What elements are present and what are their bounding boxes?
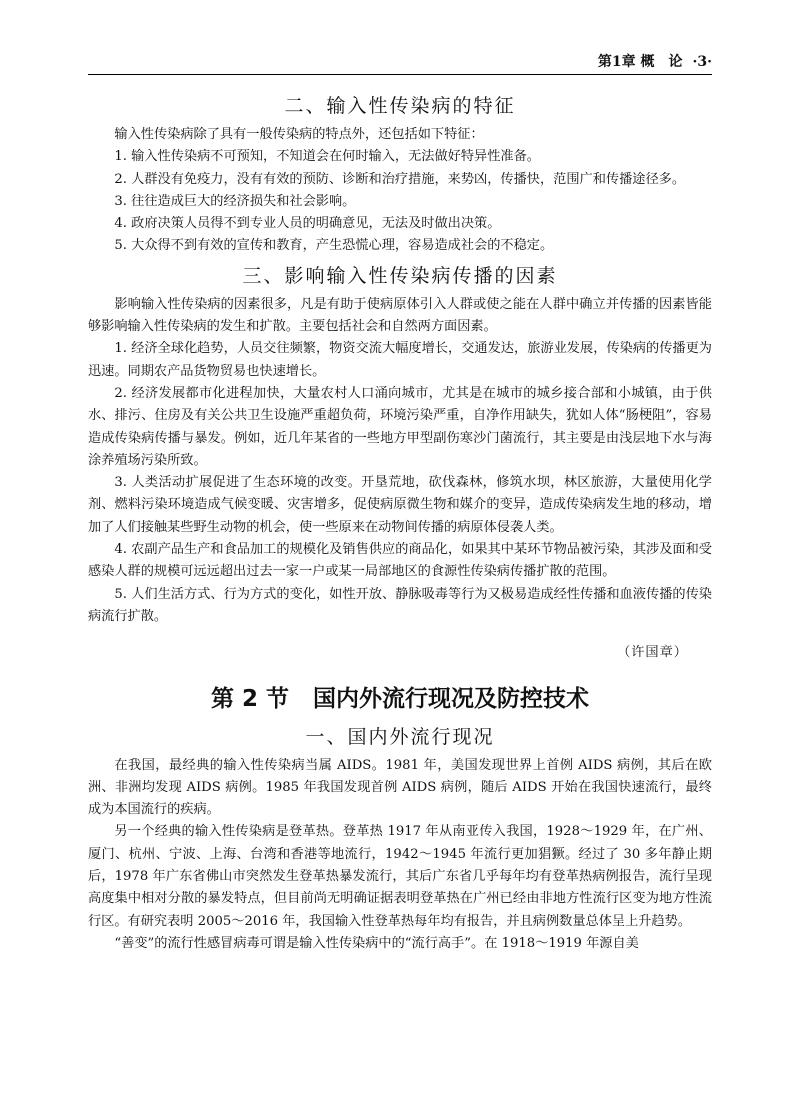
page-number: ·3·	[692, 54, 712, 70]
page-body	[88, 88, 712, 955]
paragraph: 影响输入性传染病的因素很多，凡是有助于使病原体引入人群或使之能在人群中确立并传播的因素皆能够影响输入性传染病的发生和扩散。主要包括社会和自然两方面因素。	[88, 296, 712, 335]
chapter-section-title	[88, 681, 712, 717]
list-item: 3. 往往造成巨大的经济损失和社会影响。	[114, 193, 356, 209]
section-title: 国内外流行现况及防控技术	[313, 685, 590, 712]
list-item: 5. 大众得不到有效的宣传和教育，产生恐慌心理，容易造成社会的不稳定。	[114, 238, 554, 254]
list-item: 3. 人类活动扩展促进了生态环境的改变。开垦荒地，砍伐森林，修筑水坝，林区旅游，大量使用化学剂、燃料污染环境造成气候变暖、灾害增多，促使病原微生物和媒介的变异，造成传染病发生地的移动，增加了人们接触某些野生动物的机会，使一些原来在动物间传播的病原体侵袭人类。	[88, 475, 712, 535]
author-credit: （许国章）	[617, 645, 688, 661]
list-item: 5. 人们生活方式、行为方式的变化，如性开放、静脉吸毒等行为又极易造成经性传播和血液传播的传染病流行扩散。	[88, 586, 712, 624]
paragraph: 输入性传染病除了具有一般传染病的特点外，还包括如下特征：	[114, 127, 484, 142]
list-item: 4. 农副产品生产和食品加工的规模化及销售供应的商品化，如果其中某环节物品被污染，其涉及面和受感染人群的规模可远远超出过去一家一户或某一局部地区的食源性传染病传播扩散的范围。	[88, 542, 712, 580]
list-item: 1. 经济全球化趋势，人员交往频繁，物资交流大幅度增长，交通发达，旅游业发展，传染病的传播更为迅速。同期农产品货物贸易也快速增长。	[88, 341, 712, 379]
subsection-heading-epidemic-status: 一、国内外流行现况	[305, 725, 495, 748]
paragraph: 在我国，最经典的输入性传染病当属 AIDS。1981 年，美国发现世界上首例 AIDS 病例，其后在欧洲、非洲均发现 AIDS 病例。1985 年我国发现首例 AIDS 病例，随后 AIDS 开始在我国快速流行，最终成为本国流行的疾病。	[88, 757, 712, 818]
paragraph: 另一个经典的输入性传染病是登革热。登革热 1917 年从南亚传入我国，1928～1929 年，在广州、厦门、杭州、宁波、上海、台湾和香港等地流行，1942～1945 年流行更加猖獗。经过了 30 多年静止期后，1978 年广东省佛山市突然发生登革热暴发流行，其后广东省几乎每年均有登革热病例报告，流行呈现高度集中相对分散的暴发特点，但目前尚无明确证据表明登革热在广州已经由非地方性流行区变为地方性流行区。有研究表明 2005～2016 年，我国输入性登革热每年均有报告，并且病例数量总体呈上升趋势。	[88, 824, 712, 929]
paragraph: “善变”的流行性感冒病毒可谓是输入性传染病中的“流行高手”。在 1918～1919 年源自美	[114, 935, 639, 951]
header-rule	[88, 74, 712, 75]
running-header	[88, 52, 712, 72]
chapter-label: 第1章 概 论	[597, 54, 683, 70]
section-number: 第 2 节	[210, 685, 290, 712]
section-heading-features: 二、输入性传染病的特征	[284, 95, 516, 117]
list-item: 1. 输入性传染病不可预知，不知道会在何时输入，无法做好特异性准备。	[114, 149, 540, 165]
section-heading-factors: 三、影响输入性传染病传播的因素	[242, 264, 558, 287]
list-item: 2. 人群没有免疫力，没有有效的预防、诊断和治疗措施，来势凶，传播快，范围广和传播途径多。	[114, 171, 686, 187]
list-item: 4. 政府决策人员得不到专业人员的明确意见，无法及时做出决策。	[114, 216, 501, 232]
list-item: 2. 经济发展都市化进程加快，大量农村人口涌向城市，尤其是在城市的城乡接合部和小城镇，由于供水、排污、住房及有关公共卫生设施严重超负荷，环境污染严重，自净作用缺失，犹如人体“肠梗阻”，容易造成传染病传播与暴发。例如，近几年某省的一些地方甲型副伤寒沙门菌流行，其主要是由浅层地下水与海涂养殖场污染所致。	[88, 385, 712, 468]
